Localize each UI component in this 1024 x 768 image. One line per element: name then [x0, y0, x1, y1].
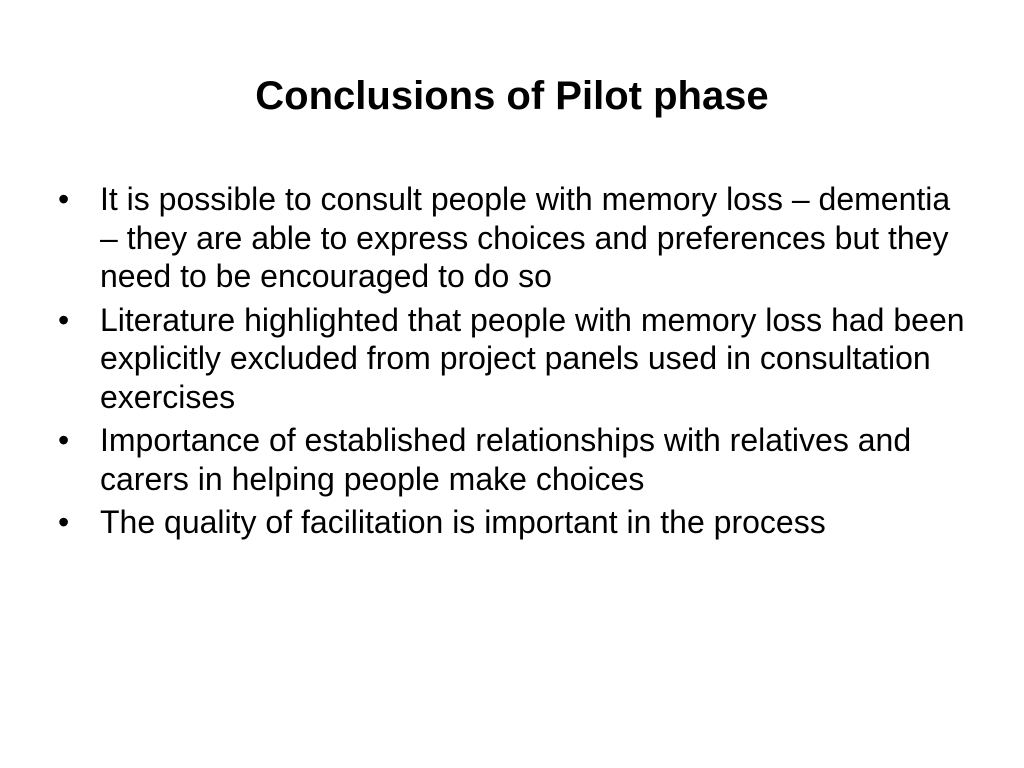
bullet-text: It is possible to consult people with memory loss – dementia – they are able to express choices and preferences but they need to be encouraged to do so	[100, 181, 960, 294]
bullet-item	[58, 301, 974, 417]
bullet-text: The quality of facilitation is important in the process	[100, 504, 826, 540]
bullet-text: Literature highlighted that people with memory loss had been explicitly excluded from project panels used in consultation exercises	[100, 301, 974, 415]
slide-title: Conclusions of Pilot phase	[255, 74, 769, 118]
bullet-text: Importance of established relationships with relatives and carers in helping people make choices	[100, 422, 920, 497]
bullet-dot-icon: •	[58, 181, 70, 217]
bullet-item	[58, 421, 968, 498]
bullet-dot-icon: •	[58, 504, 70, 540]
bullet-dot-icon: •	[58, 422, 70, 458]
bullet-dot-icon: •	[58, 301, 70, 338]
bullet-list	[58, 180, 974, 547]
bullet-item	[58, 180, 968, 296]
bullet-item	[58, 503, 968, 542]
